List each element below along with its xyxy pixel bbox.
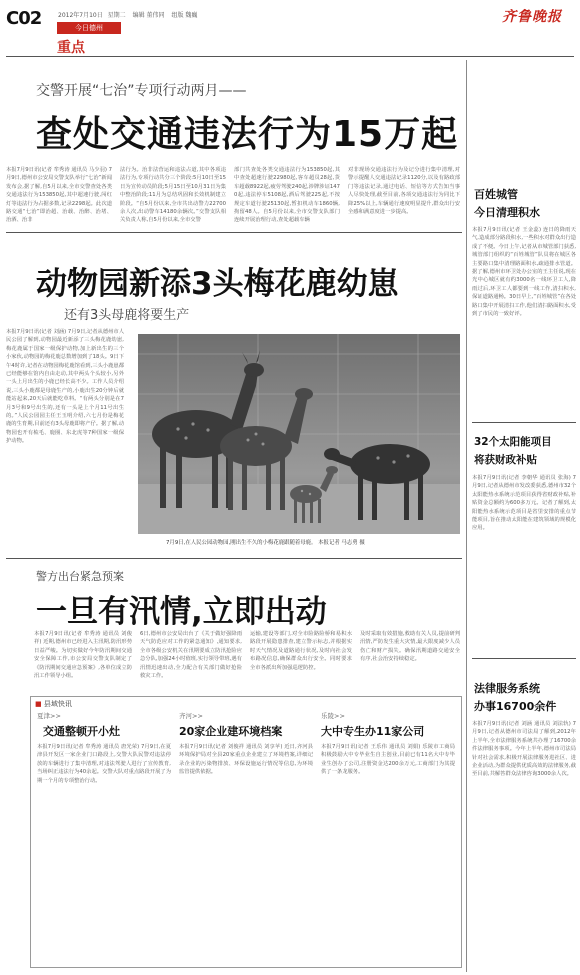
editor-label: 编辑	[132, 12, 145, 19]
sidebar-headline: 法律服务系统	[474, 682, 540, 695]
section-tag	[57, 22, 121, 34]
masthead	[0, 0, 580, 60]
divider	[6, 232, 462, 233]
divider	[472, 422, 576, 423]
quicknews-headline: 交通整顿开小灶	[43, 725, 120, 738]
photo-caption: 7月9日,在人民公园动物园,刚出生不久的小梅花鹿跟随着母鹿。 本报记者 马志勇 摄	[166, 540, 365, 546]
article-kicker: 警方出台紧急预案	[36, 570, 124, 583]
article-body-col3: 运输,建设等部门,对全市险路险桥和易积水路段开展隐患排查,建立警示标志,并根据实时天气情况及道路通行状况,及时向社会发布路况信息,确保群众出行安全。同时要求全市各派出所加强巡逻防控。	[250, 631, 352, 671]
quicknews-body: 本报7月9日讯(记者 王乐伟 通讯员 刘娟) 乐陵市工商局积极鼓励大中专毕业生自主创业,目前已有11名大中专毕业生创办了公司,注册资金达200余万元,工商部门为其提供了一条龙服务。	[321, 744, 455, 776]
page-number: C02	[6, 8, 42, 29]
quicknews-place: 夏津>>	[37, 712, 61, 720]
sidebar-headline: 今日清理积水	[474, 206, 540, 219]
article-kicker: 交警开展“七治”专项行动两月——	[36, 83, 247, 99]
subsection-name: 重点	[57, 40, 85, 56]
quicknews-item	[321, 711, 455, 963]
article-headline: 动物园新添3头梅花鹿幼崽	[36, 266, 399, 302]
article-subhead: 还有3头母鹿将要生产	[64, 308, 190, 323]
article-traffic-crackdown	[6, 62, 462, 228]
masthead-rule	[6, 56, 574, 57]
article-body-col2: 法行为。治非法营运和违法占道,其中各项违法行为,专项行动共分三个阶段:5月10日至15日为宣传动员阶段;5月15日至10月31日为集中整治阶段;11月为总结巩固和长效机制建立阶段。“自5月份以来,全市共出动警力22700余人次,出动警车14180余辆次。”交警支队相关负责人称,自5月份以来,全市交警	[120, 167, 226, 224]
sidebar	[472, 180, 576, 970]
article-headline: 查处交通违法行为15万起	[36, 114, 459, 155]
article-body-col2: 6日,德州市公安局出台了《关于做好强降雨天气防范应对工作的紧急通知》,通知要求,全市各级公安机关在汛期要成立防汛抢险应急分队,加强24小时值班,实行领导带班,遇有汛情迅速出动,全力配合有关部门做好抢险救灾工作。	[140, 631, 242, 680]
article-body-col3: 部门共查处各类交通违法行为153850起,其中查处超速行驶22980起,客车超员28起,货车超载8922起,疲劳驾驶240起,涉牌涉证1470起,违法停车5108起,酒后驾驶225起,不按规定车道行驶25130起,暂扣机动车1860辆,拘留48人。自5月份以来,全市交警支队部门连续开展治理行动,查处超载车辆	[234, 167, 340, 224]
sidebar-body: 本报7月9日讯(记者 李朝华 通讯员 张海) 7月9日,记者从德州市发改委获悉,德州市32个太阳能热水系统示范项目获得省财政补贴,补贴资金总额约为600多万元。记者了解到,太阳能热水系统示范项目是省里安排的重点节能项目,旨在推动太阳能在建筑领域的规模化应用。	[472, 475, 576, 532]
sidebar-headline: 32个太阳能项目	[474, 436, 552, 448]
sidebar-body: 本报7月9日讯(记者 王金蕊) 连日的降雨天气,造成部分路段积水,一些积水对群众出行造成了不便。今日上午,记者从市城管部门获悉,城管部门组织的“百姓城管”队员将在城区各主要路口集中清理路面积水,疏通排水管道。据了解,德州市环卫处办公室的王主任说,现在光中心城区就有约3000名一线环卫工人,降雨过后,环卫工人都要到一线工作,清扫积水,保证道路通畅。30日早上,“百姓城管”在各处路口集中开展清扫工作,他们清扫路面积水,受到了市民的一致好评。	[472, 227, 576, 318]
design-label: 组版	[171, 12, 184, 19]
article-body-col4: 对非现场交通违法行为及记分进行集中清理,对警示提醒人交通违法记录1120分,以及有路政部门等违法记录,通过电话、短信等方式告知当事人尽快处理,截至目前,各项交通违法行为同比下降25%以上,车辆通行速度明显提升,群众出行安全感和满意度进一步提高。	[348, 167, 460, 216]
sidebar-body: 本报7月9日讯(记者 刘涵 通讯员 刘法轨) 7月9日,记者从德州市司法局了解到,2012年上半年,全市法律服务系统共办理了16700余件法律服务事项。今年上半年,德州市司法局针对社会需求,积极开展法律服务进社区、进企业活动,为群众提供优质高效的法律服务,截至目前,共解答群众法律咨询3000余人次。	[472, 721, 576, 778]
quicknews-place: 齐河>>	[179, 712, 203, 720]
county-quicknews-box	[30, 696, 462, 968]
divider	[6, 558, 462, 559]
quicknews-title	[35, 699, 72, 709]
quicknews-headline: 20家企业建环境档案	[179, 725, 283, 738]
issue-info	[58, 10, 197, 19]
column-divider	[466, 60, 467, 972]
article-body-col4: 及时采取有效措施,救助有关人员,提前研判汛情,严防发生重大灾情,最大限度减少人员伤亡和财产损失。确保汛期道路交通安全有序,社会治安持续稳定。	[360, 631, 460, 663]
sidebar-story	[472, 426, 576, 656]
section-name: 今日德州	[75, 24, 103, 32]
brand-logo: 齐鲁晚报	[502, 9, 562, 25]
editor-name: 董伟同	[146, 12, 165, 19]
quicknews-body: 本报7月9日讯(记者 牟秀涛 通讯员 唐光荣) 7月9日,在夏津县开发区一家企业门口路段上,交警大队民警对违法停放的车辆进行了集中清理,对违法驾驶人进行了宣传教育,当场纠正违法行为40余起。交警大队对重点路段开展了为期一个月的专项整治行动。	[37, 744, 171, 784]
issue-date: 2012年7月10日	[58, 12, 103, 19]
sidebar-headline: 将获财政补贴	[474, 454, 537, 466]
sidebar-story	[472, 662, 576, 968]
design-name: 魏巍	[185, 12, 198, 19]
news-bullet-icon: ■	[35, 700, 42, 708]
divider	[472, 658, 576, 659]
article-body-col1: 本报7月9日讯(记者 刘涵) 7月9日,记者从德州市人民公园了解到,动物园最近新添了三头梅花鹿幼崽,梅花鹿属于国家一级保护动物,加上新出生的三个小家伙,动物园的梅花鹿总数增加到了18头。9日下午4时许,记者在动物园梅花鹿馆看到,三头小鹿崽都已经能够在馆内自由走动,其中两头个头较小,另外一头上月出生的小鹿已经长高不少。工作人员介绍说,三头小鹿都是母鹿生产的,小鹿出生20分钟后就能站起来,20天后就能吃草料。“有两头分别是在7月3号和9号出生的,还有一头是上个月11号出生的。”人民公园园主任王玉明介绍,六七月份是梅花鹿的生育期,目前还有3头母鹿即将产仔。据了解,动物园也开有梳毛、鹿圈、东北虎等7种国家一级保护动物。	[6, 329, 124, 445]
article-zoo-deer	[6, 236, 462, 556]
quicknews-item	[179, 711, 313, 963]
article-body-col1: 本报7月9日讯(记者 牟秀涛 通讯员 马少羽) 7月9日,德州市公安局交警支队举行“七治”新闻发布会,据了解,自5月以来,全市交警查处各类交通违法行为153850起,其中超速行驶,闯红灯等违法行为占据多数,记录2298起。此次道路交通“七治”即治超、治载、治醉、治堵、治酒、治非	[6, 167, 112, 224]
quicknews-item	[37, 711, 171, 963]
deer-scene-illustration	[138, 334, 460, 534]
sidebar-headline: 百姓城管	[474, 188, 518, 201]
quicknews-title-text: 县域快讯	[43, 700, 72, 708]
article-headline: 一旦有汛情,立即出动	[36, 594, 327, 630]
quicknews-place: 乐陵>>	[321, 712, 345, 720]
sidebar-headline: 办事16700余件	[474, 700, 557, 713]
sidebar-story	[472, 180, 576, 420]
deer-photo	[138, 334, 460, 534]
issue-weekday: 星期二	[107, 12, 126, 19]
quicknews-headline: 大中专生办11家公司	[321, 725, 425, 738]
article-body-col1: 本报7月9日讯(记者 牟秀涛 通讯员 刘俊祥) 近期,德州市已经进入主汛期,防汛形势日益严峻。为切实做好今年防汛期间交通安全保障工作,市公安局交警支队制定了《防汛期间交通应急预案》,各单位成立防汛工作领导小组。	[34, 631, 132, 680]
quicknews-body: 本报7月9日讯(记者 刘俊祥 通讯员 刘享苹) 近日,齐河县环境保护局对全县20家重点企业建立了环境档案,详细记录企业的污染物排放、环保设施运行情况等信息,为环境监管提供依据。	[179, 744, 313, 776]
